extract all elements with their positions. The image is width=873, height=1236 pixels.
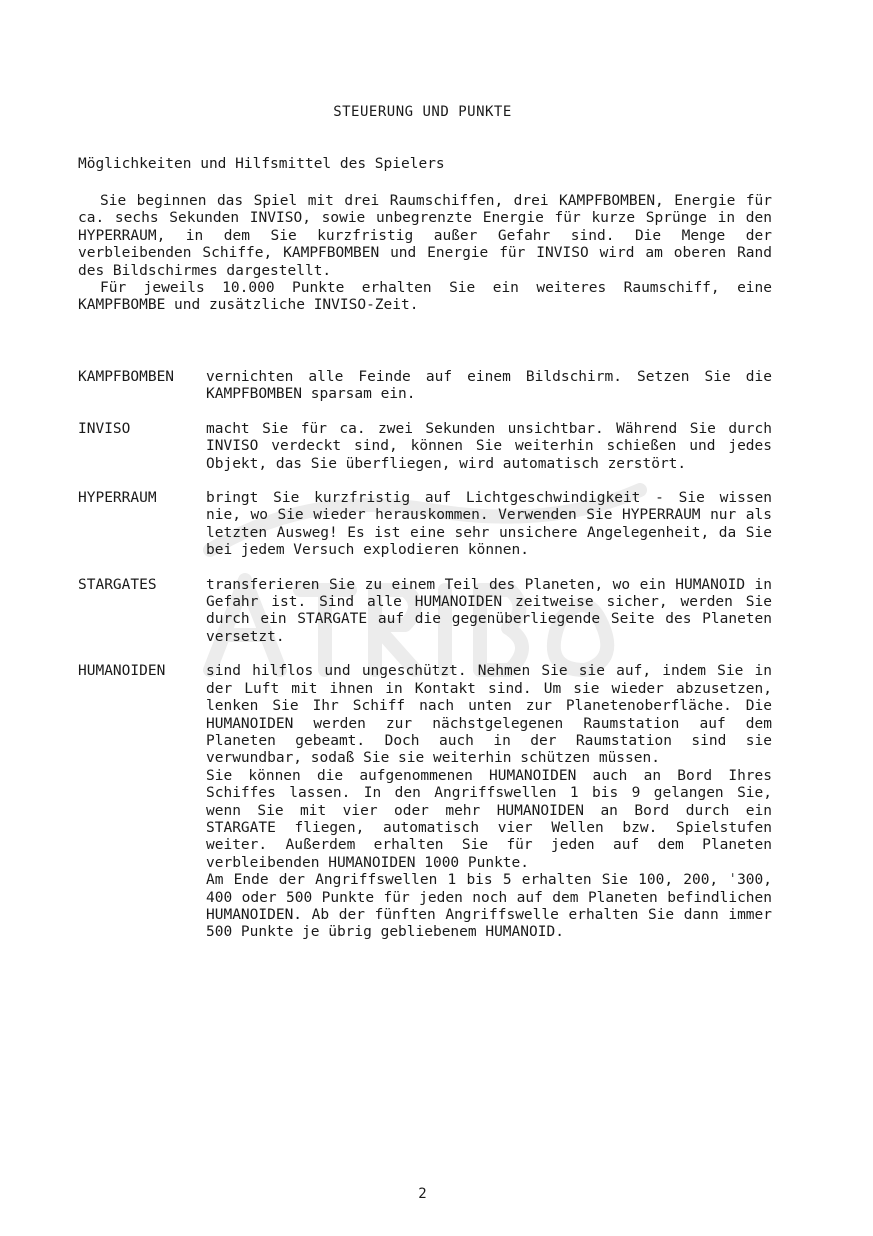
- term-description: [206, 577, 772, 647]
- term-row-stargates: [78, 577, 772, 647]
- page-number: 2: [418, 1186, 427, 1202]
- term-row-inviso: [78, 421, 772, 473]
- term-description: [206, 490, 772, 560]
- term-paragraph: Sie können die aufgenommenen HUMANOIDEN auch an Bord Ihres Schiffes lassen. In den Angriffswellen 1 bis 9 gelangen Sie, wenn Sie mit vier oder mehr HUMANOIDEN an Bord durch ein STARGATE fliegen, automatisch vier Wellen bzw. Spielstufen weiter. Außerdem erhalten Sie für jeden auf dem Planeten verbleibenden HUMANOIDEN 1000 Punkte.: [206, 767, 772, 871]
- page-title: STEUERUNG UND PUNKTE: [333, 104, 512, 120]
- term-paragraph: bringt Sie kurzfristig auf Lichtgeschwindigkeit - Sie wissen nie, wo Sie wieder herauskommen. Verwenden Sie HYPERRAUM nur als letzten Ausweg! Es ist eine sehr unsichere Angelegenheit, da Sie bei jedem Versuch explodieren können.: [206, 490, 772, 559]
- intro-paragraph: Für jeweils 10.000 Punkte erhalten Sie ein weiteres Raumschiff, eine KAMPFBOMBE und zusätzliche INVISO-Zeit.: [78, 280, 772, 314]
- term-row-hyperraum: [78, 490, 772, 560]
- term-paragraph: macht Sie für ca. zwei Sekunden unsichtbar. Während Sie durch INVISO verdeckt sind, können Sie weiterhin schießen und jedes Objekt, das Sie überfliegen, wird automatisch zerstört.: [206, 420, 772, 472]
- term-paragraph: Am Ende der Angriffswellen 1 bis 5 erhalten Sie 100, 200, ˈ300, 400 oder 500 Punkte für jeden noch auf dem Planeten befindlichen HUMANOIDEN. Ab der fünften Angriffswelle erhalten Sie dann immer 500 Punkte je übrig gebliebenem HUMANOID.: [206, 872, 772, 941]
- term-description: [206, 369, 772, 404]
- term-name: HYPERRAUM: [78, 490, 157, 507]
- term-paragraph: vernichten alle Feinde auf einem Bildschirm. Setzen Sie die KAMPFBOMBEN sparsam ein.: [206, 369, 772, 403]
- intro-section: [78, 193, 772, 315]
- term-description: [206, 421, 772, 473]
- term-row-kampfbomben: [78, 369, 772, 404]
- term-paragraph: sind hilflos und ungeschützt. Nehmen Sie sie auf, indem Sie in der Luft mit ihnen in Kontakt sind. Um sie wieder abzusetzen, lenken Sie Ihr Schiff nach unten zur Planetenoberfläche. Die HUMANOIDEN werden zur nächstgelegenen Raumstation auf dem Planeten gebeamt. Doch auch in der Raumstation sind sie verwundbar, sodaß Sie sie weiterhin schützen müssen.: [206, 663, 772, 767]
- intro-paragraph: Sie beginnen das Spiel mit drei Raumschiffen, drei KAMPFBOMBEN, Energie für ca. sechs Sekunden INVISO, sowie unbegrenzte Energie für kurze Sprünge in den HYPERRAUM, in dem Sie kurzfristig außer Gefahr sind. Die Menge der verbleibenden Schiffe, KAMPFBOMBEN und Energie für INVISO wird am oberen Rand des Bildschirmes dargestellt.: [78, 193, 772, 279]
- term-name: KAMPFBOMBEN: [78, 369, 175, 385]
- term-row-humanoiden: [78, 663, 772, 942]
- term-name: STARGATES: [78, 576, 157, 593]
- term-name: INVISO: [78, 420, 131, 437]
- term-description: [206, 663, 772, 942]
- section-subtitle: Möglichkeiten und Hilfsmittel des Spielers: [78, 156, 445, 172]
- term-name: HUMANOIDEN: [78, 663, 166, 680]
- term-paragraph: transferieren Sie zu einem Teil des Planeten, wo ein HUMANOID in Gefahr ist. Sind alle HUMANOIDEN zeitweise sicher, werden Sie durch ein STARGATE auf die gegenüberliegende Seite des Planeten versetzt.: [206, 576, 772, 645]
- terms-list: [78, 369, 772, 942]
